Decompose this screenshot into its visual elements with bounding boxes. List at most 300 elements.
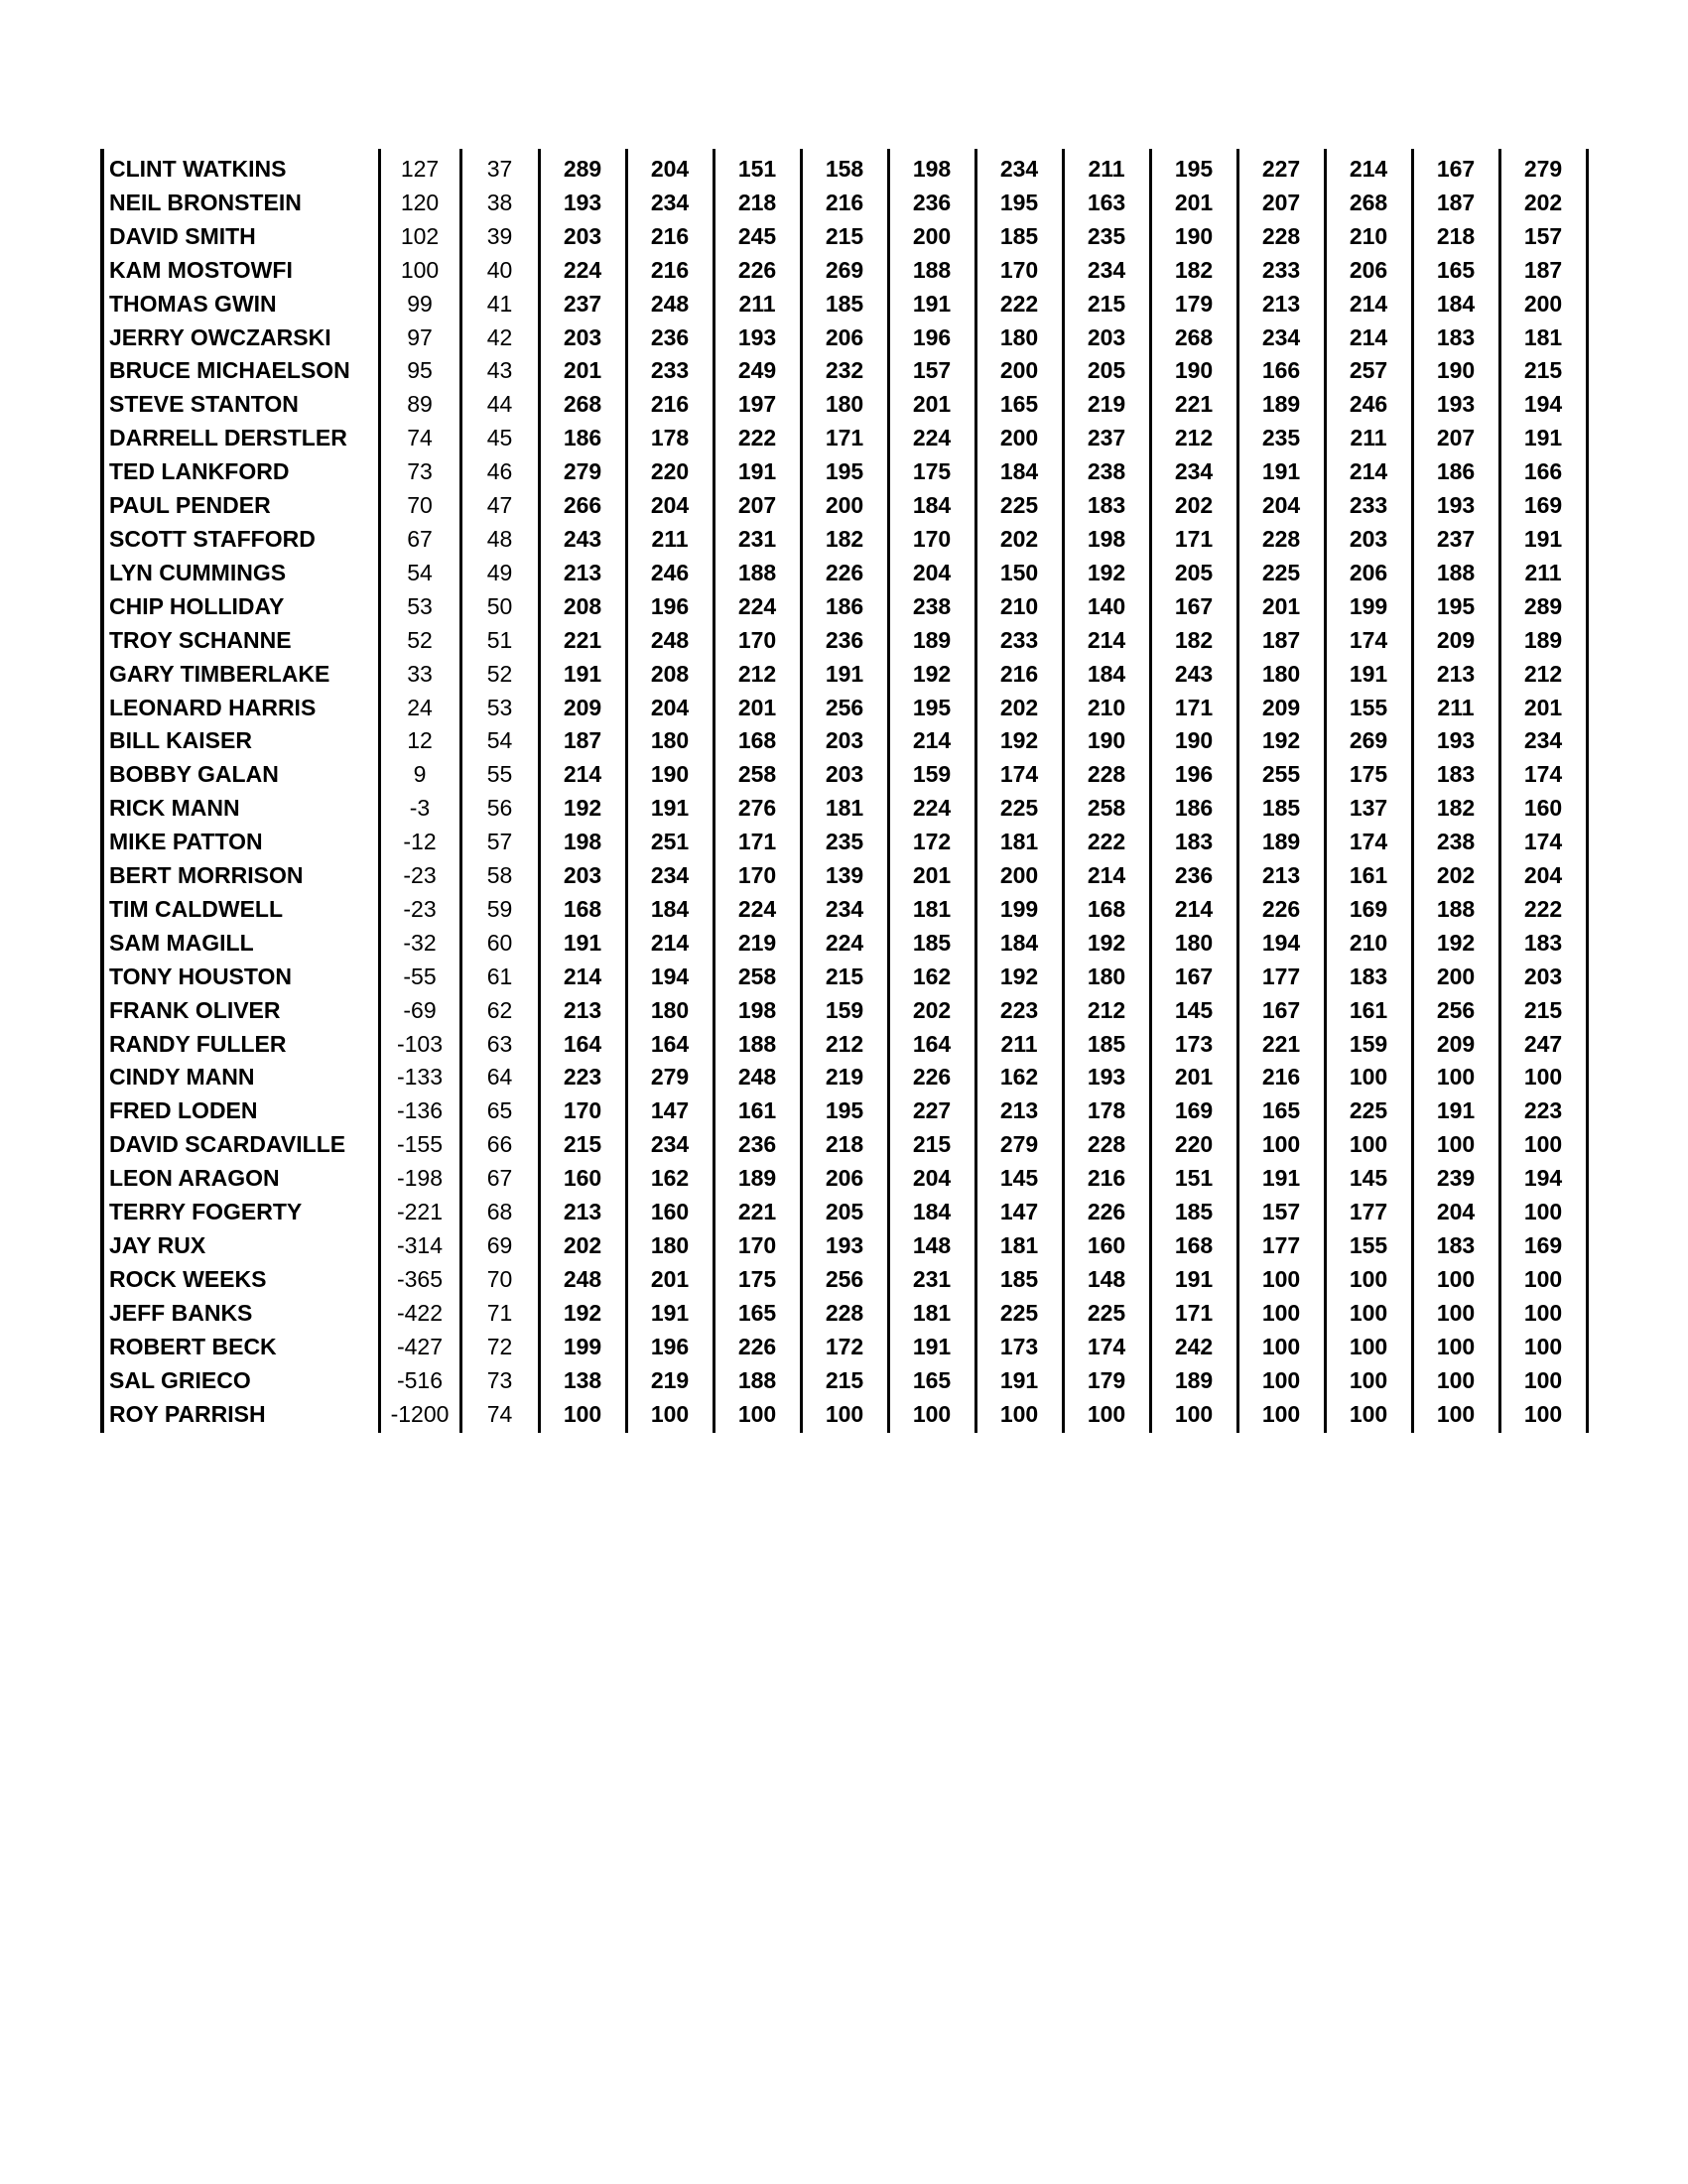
game-score-cell: 237 — [1063, 422, 1150, 455]
points-cell: 52 — [379, 624, 460, 658]
game-score-cell: 187 — [539, 724, 626, 758]
game-score-cell: 256 — [1412, 994, 1499, 1028]
table-row — [102, 590, 1587, 624]
rank-cell: 62 — [460, 994, 539, 1028]
game-score-cell: 209 — [1412, 1028, 1499, 1062]
bowler-name: DARRELL DERSTLER — [102, 422, 379, 455]
game-score-cell: 215 — [1063, 288, 1150, 321]
rank-cell: 64 — [460, 1061, 539, 1094]
rank-cell: 53 — [460, 692, 539, 725]
game-score-cell: 179 — [1150, 288, 1237, 321]
game-score-cell: 168 — [1063, 893, 1150, 927]
game-score-cell: 192 — [1063, 927, 1150, 961]
table-row — [102, 724, 1587, 758]
game-score-cell: 214 — [1325, 288, 1412, 321]
game-score-cell: 191 — [1325, 658, 1412, 692]
game-score-cell: 183 — [1325, 961, 1412, 994]
points-cell: 67 — [379, 523, 460, 557]
rank-cell: 50 — [460, 590, 539, 624]
rank-cell: 49 — [460, 557, 539, 590]
table-row — [102, 187, 1587, 220]
game-score-cell: 191 — [626, 792, 714, 826]
points-cell: 9 — [379, 758, 460, 792]
game-score-cell: 186 — [801, 590, 888, 624]
game-score-cell: 234 — [801, 893, 888, 927]
game-score-cell: 269 — [801, 254, 888, 288]
game-score-cell: 266 — [539, 489, 626, 523]
game-score-cell: 191 — [1499, 523, 1587, 557]
game-score-cell: 160 — [1063, 1229, 1150, 1263]
game-score-cell: 216 — [1063, 1162, 1150, 1196]
game-score-cell: 191 — [1150, 1263, 1237, 1297]
game-score-cell: 167 — [1150, 590, 1237, 624]
points-cell: -103 — [379, 1028, 460, 1062]
game-score-cell: 233 — [1237, 254, 1325, 288]
game-score-cell: 234 — [626, 859, 714, 893]
game-score-cell: 216 — [801, 187, 888, 220]
game-score-cell: 208 — [539, 590, 626, 624]
game-score-cell: 203 — [801, 758, 888, 792]
bowler-name: NEIL BRONSTEIN — [102, 187, 379, 220]
table-row — [102, 388, 1587, 422]
game-score-cell: 180 — [801, 388, 888, 422]
game-score-cell: 160 — [539, 1162, 626, 1196]
game-score-cell: 200 — [975, 354, 1063, 388]
rank-cell: 57 — [460, 826, 539, 859]
game-score-cell: 218 — [714, 187, 801, 220]
game-score-cell: 268 — [1150, 321, 1237, 355]
game-score-cell: 172 — [888, 826, 975, 859]
game-score-cell: 195 — [888, 692, 975, 725]
game-score-cell: 214 — [1325, 149, 1412, 187]
game-score-cell: 205 — [1063, 354, 1150, 388]
game-score-cell: 203 — [539, 321, 626, 355]
game-score-cell: 225 — [975, 1297, 1063, 1331]
points-cell: 95 — [379, 354, 460, 388]
rank-cell: 63 — [460, 1028, 539, 1062]
game-score-cell: 194 — [626, 961, 714, 994]
game-score-cell: 192 — [539, 1297, 626, 1331]
game-score-cell: 289 — [539, 149, 626, 187]
game-score-cell: 100 — [1237, 1263, 1325, 1297]
rank-cell: 39 — [460, 220, 539, 254]
rank-cell: 54 — [460, 724, 539, 758]
points-cell: -427 — [379, 1331, 460, 1364]
game-score-cell: 174 — [1325, 826, 1412, 859]
table-row — [102, 422, 1587, 455]
game-score-cell: 183 — [1499, 927, 1587, 961]
game-score-cell: 189 — [1237, 826, 1325, 859]
rank-cell: 42 — [460, 321, 539, 355]
game-score-cell: 197 — [714, 388, 801, 422]
table-row — [102, 1229, 1587, 1263]
points-cell: 73 — [379, 455, 460, 489]
rank-cell: 73 — [460, 1364, 539, 1398]
game-score-cell: 289 — [1499, 590, 1587, 624]
game-score-cell: 207 — [1412, 422, 1499, 455]
game-score-cell: 214 — [539, 961, 626, 994]
game-score-cell: 168 — [714, 724, 801, 758]
game-score-cell: 234 — [975, 149, 1063, 187]
game-score-cell: 226 — [714, 1331, 801, 1364]
game-score-cell: 175 — [1325, 758, 1412, 792]
game-score-cell: 183 — [1412, 758, 1499, 792]
game-score-cell: 169 — [1150, 1094, 1237, 1128]
points-cell: -12 — [379, 826, 460, 859]
table-row — [102, 1364, 1587, 1398]
bowler-name: RANDY FULLER — [102, 1028, 379, 1062]
game-score-cell: 191 — [1499, 422, 1587, 455]
rank-cell: 70 — [460, 1263, 539, 1297]
game-score-cell: 236 — [714, 1128, 801, 1162]
game-score-cell: 214 — [888, 724, 975, 758]
bowler-name: CINDY MANN — [102, 1061, 379, 1094]
game-score-cell: 100 — [1412, 1331, 1499, 1364]
game-score-cell: 203 — [539, 859, 626, 893]
points-cell: -136 — [379, 1094, 460, 1128]
game-score-cell: 210 — [975, 590, 1063, 624]
game-score-cell: 138 — [539, 1364, 626, 1398]
game-score-cell: 192 — [539, 792, 626, 826]
rank-cell: 66 — [460, 1128, 539, 1162]
game-score-cell: 181 — [888, 893, 975, 927]
game-score-cell: 100 — [1325, 1364, 1412, 1398]
game-score-cell: 212 — [1499, 658, 1587, 692]
game-score-cell: 221 — [539, 624, 626, 658]
game-score-cell: 157 — [1237, 1196, 1325, 1229]
game-score-cell: 100 — [801, 1398, 888, 1434]
game-score-cell: 193 — [1412, 724, 1499, 758]
game-score-cell: 100 — [1412, 1297, 1499, 1331]
game-score-cell: 269 — [1325, 724, 1412, 758]
game-score-cell: 187 — [1412, 187, 1499, 220]
game-score-cell: 100 — [714, 1398, 801, 1434]
game-score-cell: 196 — [888, 321, 975, 355]
game-score-cell: 100 — [1237, 1364, 1325, 1398]
table-row — [102, 1263, 1587, 1297]
game-score-cell: 258 — [1063, 792, 1150, 826]
game-score-cell: 219 — [626, 1364, 714, 1398]
game-score-cell: 231 — [888, 1263, 975, 1297]
points-cell: -198 — [379, 1162, 460, 1196]
game-score-cell: 227 — [1237, 149, 1325, 187]
game-score-cell: 216 — [626, 254, 714, 288]
bowler-name: SAL GRIECO — [102, 1364, 379, 1398]
game-score-cell: 184 — [1063, 658, 1150, 692]
game-score-cell: 137 — [1325, 792, 1412, 826]
game-score-cell: 182 — [1412, 792, 1499, 826]
table-row — [102, 1028, 1587, 1062]
game-score-cell: 193 — [714, 321, 801, 355]
game-score-cell: 212 — [801, 1028, 888, 1062]
game-score-cell: 203 — [1063, 321, 1150, 355]
game-score-cell: 223 — [539, 1061, 626, 1094]
game-score-cell: 279 — [1499, 149, 1587, 187]
game-score-cell: 216 — [626, 388, 714, 422]
game-score-cell: 251 — [626, 826, 714, 859]
game-score-cell: 205 — [801, 1196, 888, 1229]
game-score-cell: 165 — [714, 1297, 801, 1331]
game-score-cell: 171 — [714, 826, 801, 859]
game-score-cell: 214 — [1325, 321, 1412, 355]
bowler-name: ROCK WEEKS — [102, 1263, 379, 1297]
game-score-cell: 202 — [1412, 859, 1499, 893]
game-score-cell: 178 — [626, 422, 714, 455]
game-score-cell: 165 — [1412, 254, 1499, 288]
game-score-cell: 237 — [539, 288, 626, 321]
rank-cell: 58 — [460, 859, 539, 893]
game-score-cell: 161 — [1325, 859, 1412, 893]
points-cell: 33 — [379, 658, 460, 692]
game-score-cell: 171 — [1150, 523, 1237, 557]
bowler-name: SCOTT STAFFORD — [102, 523, 379, 557]
game-score-cell: 158 — [801, 149, 888, 187]
game-score-cell: 248 — [626, 288, 714, 321]
game-score-cell: 196 — [626, 1331, 714, 1364]
game-score-cell: 249 — [714, 354, 801, 388]
game-score-cell: 238 — [888, 590, 975, 624]
game-score-cell: 204 — [1412, 1196, 1499, 1229]
table-row — [102, 1094, 1587, 1128]
game-score-cell: 184 — [975, 927, 1063, 961]
points-cell: -422 — [379, 1297, 460, 1331]
bowler-name: JEFF BANKS — [102, 1297, 379, 1331]
points-cell: -69 — [379, 994, 460, 1028]
game-score-cell: 191 — [714, 455, 801, 489]
game-score-cell: 175 — [888, 455, 975, 489]
game-score-cell: 171 — [1150, 1297, 1237, 1331]
game-score-cell: 228 — [1063, 1128, 1150, 1162]
game-score-cell: 171 — [1150, 692, 1237, 725]
rank-cell: 68 — [460, 1196, 539, 1229]
bowler-name: MIKE PATTON — [102, 826, 379, 859]
game-score-cell: 236 — [801, 624, 888, 658]
points-cell: 100 — [379, 254, 460, 288]
game-score-cell: 189 — [1499, 624, 1587, 658]
game-score-cell: 279 — [975, 1128, 1063, 1162]
bowler-name: BOBBY GALAN — [102, 758, 379, 792]
points-cell: 102 — [379, 220, 460, 254]
game-score-cell: 202 — [1150, 489, 1237, 523]
game-score-cell: 222 — [1499, 893, 1587, 927]
table-row — [102, 1061, 1587, 1094]
rank-cell: 44 — [460, 388, 539, 422]
game-score-cell: 196 — [1150, 758, 1237, 792]
game-score-cell: 201 — [714, 692, 801, 725]
game-score-cell: 100 — [1499, 1196, 1587, 1229]
game-score-cell: 183 — [1412, 321, 1499, 355]
game-score-cell: 200 — [1412, 961, 1499, 994]
game-score-cell: 100 — [626, 1398, 714, 1434]
game-score-cell: 203 — [539, 220, 626, 254]
game-score-cell: 189 — [1150, 1364, 1237, 1398]
game-score-cell: 140 — [1063, 590, 1150, 624]
game-score-cell: 180 — [1150, 927, 1237, 961]
game-score-cell: 211 — [1325, 422, 1412, 455]
game-score-cell: 100 — [1325, 1061, 1412, 1094]
game-score-cell: 160 — [626, 1196, 714, 1229]
game-score-cell: 164 — [888, 1028, 975, 1062]
game-score-cell: 202 — [1499, 187, 1587, 220]
game-score-cell: 181 — [1499, 321, 1587, 355]
game-score-cell: 100 — [1237, 1331, 1325, 1364]
rank-cell: 61 — [460, 961, 539, 994]
game-score-cell: 202 — [539, 1229, 626, 1263]
game-score-cell: 192 — [975, 961, 1063, 994]
game-score-cell: 236 — [1150, 859, 1237, 893]
game-score-cell: 100 — [1412, 1398, 1499, 1434]
game-score-cell: 167 — [1412, 149, 1499, 187]
game-score-cell: 195 — [801, 1094, 888, 1128]
game-score-cell: 174 — [1325, 624, 1412, 658]
game-score-cell: 145 — [1150, 994, 1237, 1028]
rank-cell: 74 — [460, 1398, 539, 1434]
game-score-cell: 228 — [1237, 220, 1325, 254]
game-score-cell: 170 — [539, 1094, 626, 1128]
game-score-cell: 185 — [975, 220, 1063, 254]
game-score-cell: 166 — [1499, 455, 1587, 489]
game-score-cell: 190 — [1150, 724, 1237, 758]
game-score-cell: 185 — [1237, 792, 1325, 826]
game-score-cell: 187 — [1499, 254, 1587, 288]
game-score-cell: 162 — [975, 1061, 1063, 1094]
game-score-cell: 178 — [1063, 1094, 1150, 1128]
rank-cell: 72 — [460, 1331, 539, 1364]
game-score-cell: 201 — [888, 388, 975, 422]
game-score-cell: 209 — [539, 692, 626, 725]
game-score-cell: 210 — [1325, 927, 1412, 961]
game-score-cell: 180 — [626, 1229, 714, 1263]
game-score-cell: 204 — [1237, 489, 1325, 523]
game-score-cell: 220 — [1150, 1128, 1237, 1162]
game-score-cell: 193 — [1412, 489, 1499, 523]
game-score-cell: 163 — [1063, 187, 1150, 220]
game-score-cell: 224 — [801, 927, 888, 961]
game-score-cell: 268 — [539, 388, 626, 422]
game-score-cell: 204 — [626, 692, 714, 725]
bowler-name: CLINT WATKINS — [102, 149, 379, 187]
game-score-cell: 234 — [626, 1128, 714, 1162]
game-score-cell: 100 — [1499, 1297, 1587, 1331]
rank-cell: 71 — [460, 1297, 539, 1331]
table-row — [102, 354, 1587, 388]
game-score-cell: 189 — [714, 1162, 801, 1196]
game-score-cell: 181 — [975, 1229, 1063, 1263]
game-score-cell: 161 — [714, 1094, 801, 1128]
bowler-name: FRANK OLIVER — [102, 994, 379, 1028]
game-score-cell: 204 — [1499, 859, 1587, 893]
game-score-cell: 100 — [1237, 1297, 1325, 1331]
game-score-cell: 222 — [1063, 826, 1150, 859]
game-score-cell: 100 — [1325, 1398, 1412, 1434]
game-score-cell: 257 — [1325, 354, 1412, 388]
game-score-cell: 100 — [888, 1398, 975, 1434]
game-score-cell: 182 — [1150, 624, 1237, 658]
table-row — [102, 624, 1587, 658]
game-score-cell: 168 — [1150, 1229, 1237, 1263]
points-cell: 70 — [379, 489, 460, 523]
game-score-cell: 167 — [1237, 994, 1325, 1028]
game-score-cell: 210 — [1325, 220, 1412, 254]
game-score-cell: 100 — [1499, 1398, 1587, 1434]
game-score-cell: 100 — [1412, 1128, 1499, 1162]
game-score-cell: 180 — [626, 994, 714, 1028]
game-score-cell: 215 — [801, 220, 888, 254]
game-score-cell: 202 — [975, 692, 1063, 725]
rank-cell: 56 — [460, 792, 539, 826]
game-score-cell: 247 — [1499, 1028, 1587, 1062]
game-score-cell: 190 — [1412, 354, 1499, 388]
game-score-cell: 235 — [801, 826, 888, 859]
bowler-name: RICK MANN — [102, 792, 379, 826]
game-score-cell: 213 — [975, 1094, 1063, 1128]
game-score-cell: 201 — [1499, 692, 1587, 725]
game-score-cell: 239 — [1412, 1162, 1499, 1196]
game-score-cell: 193 — [1412, 388, 1499, 422]
bowler-name: TIM CALDWELL — [102, 893, 379, 927]
game-score-cell: 100 — [1412, 1263, 1499, 1297]
game-score-cell: 167 — [1150, 961, 1237, 994]
game-score-cell: 180 — [975, 321, 1063, 355]
points-cell: 53 — [379, 590, 460, 624]
table-row — [102, 220, 1587, 254]
game-score-cell: 191 — [1412, 1094, 1499, 1128]
game-score-cell: 180 — [626, 724, 714, 758]
game-score-cell: 234 — [1063, 254, 1150, 288]
game-score-cell: 180 — [1063, 961, 1150, 994]
bowler-name: ROY PARRISH — [102, 1398, 379, 1434]
game-score-cell: 228 — [1063, 758, 1150, 792]
game-score-cell: 202 — [975, 523, 1063, 557]
game-score-cell: 243 — [539, 523, 626, 557]
table-row — [102, 692, 1587, 725]
game-score-cell: 279 — [626, 1061, 714, 1094]
game-score-cell: 170 — [888, 523, 975, 557]
game-score-cell: 188 — [1412, 893, 1499, 927]
game-score-cell: 190 — [626, 758, 714, 792]
game-score-cell: 177 — [1237, 961, 1325, 994]
game-score-cell: 258 — [714, 758, 801, 792]
game-score-cell: 198 — [539, 826, 626, 859]
game-score-cell: 225 — [1325, 1094, 1412, 1128]
game-score-cell: 216 — [975, 658, 1063, 692]
bowler-name: TERRY FOGERTY — [102, 1196, 379, 1229]
game-score-cell: 224 — [714, 893, 801, 927]
game-score-cell: 211 — [1499, 557, 1587, 590]
game-score-cell: 100 — [1499, 1128, 1587, 1162]
game-score-cell: 228 — [1237, 523, 1325, 557]
bowler-name: THOMAS GWIN — [102, 288, 379, 321]
game-score-cell: 213 — [539, 1196, 626, 1229]
table-row — [102, 489, 1587, 523]
game-score-cell: 225 — [975, 792, 1063, 826]
game-score-cell: 220 — [626, 455, 714, 489]
game-score-cell: 173 — [1150, 1028, 1237, 1062]
game-score-cell: 200 — [888, 220, 975, 254]
game-score-cell: 218 — [1412, 220, 1499, 254]
game-score-cell: 223 — [975, 994, 1063, 1028]
game-score-cell: 219 — [801, 1061, 888, 1094]
game-score-cell: 215 — [801, 961, 888, 994]
rank-cell: 46 — [460, 455, 539, 489]
game-score-cell: 100 — [1237, 1128, 1325, 1162]
game-score-cell: 188 — [714, 557, 801, 590]
game-score-cell: 191 — [1237, 455, 1325, 489]
game-score-cell: 165 — [888, 1364, 975, 1398]
game-score-cell: 196 — [626, 590, 714, 624]
game-score-cell: 215 — [1499, 354, 1587, 388]
table-row — [102, 859, 1587, 893]
